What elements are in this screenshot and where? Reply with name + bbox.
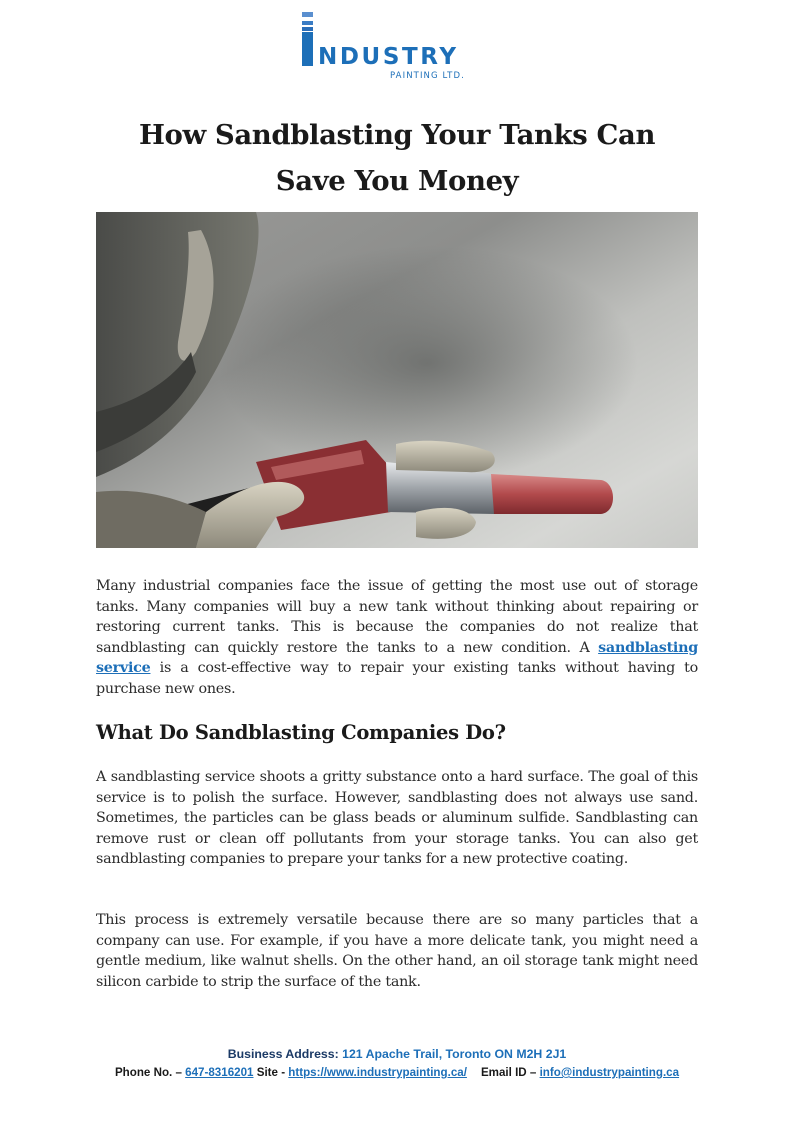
- address-value: 121 Apache Trail, Toronto ON M2H 2J1: [342, 1047, 567, 1061]
- phone-link[interactable]: 647-8316201: [185, 1066, 254, 1079]
- intro-text-end: is a cost-effective way to repair your existing tanks without having to purchase new ones.: [96, 660, 698, 697]
- phone-label: Phone No. –: [114, 1066, 186, 1079]
- email-label: Email ID –: [480, 1066, 540, 1079]
- intro-paragraph: [96, 576, 698, 699]
- logo-wordmark: NDUSTRY: [318, 44, 459, 70]
- site-label: Site -: [253, 1066, 289, 1079]
- company-logo: [296, 12, 496, 86]
- intro-text-start: Many industrial companies face the issue of getting the most use out of storage tanks. Many companies will buy a new tank without thinking about repairing or restoring current tanks. This is because the companies do not realize that sandblasting can quickly restore the tanks to a new condition. A: [96, 578, 698, 656]
- footer-contact-line: [0, 1064, 794, 1082]
- footer-address-line: [0, 1044, 794, 1064]
- section-heading: What Do Sandblasting Companies Do?: [96, 721, 506, 744]
- website-link[interactable]: https://www.industrypainting.ca/: [288, 1066, 467, 1079]
- logo-subtitle: PAINTING LTD.: [390, 71, 465, 81]
- title-line-2: Save You Money: [275, 165, 519, 197]
- page-footer: [0, 1044, 794, 1082]
- page-title: [96, 112, 698, 204]
- sandblasting-service-link[interactable]: sandblasting service: [96, 639, 698, 676]
- section-paragraph-2: This process is extremely versatile because there are so many particles that a company can use. For example, if you have a more delicate tank, you might need a gentle medium, like walnut shells. On the other hand, an oil storage tank might need silicon carbide to strip the surface of the tank.: [96, 912, 698, 990]
- title-line-1: How Sandblasting Your Tanks Can: [138, 119, 656, 151]
- email-link[interactable]: info@industrypainting.ca: [539, 1066, 680, 1079]
- section-paragraph-1: A sandblasting service shoots a gritty substance onto a hard surface. The goal of this service is to polish the surface. However, sandblasting does not always use sand. Sometimes, the particles can be glass beads or aluminum sulfide. Sandblasting can remove rust or clean off pollutants from your storage tanks. You can also get sandblasting companies to prepare your tanks for a new protective coating.: [96, 769, 698, 867]
- sandblasting-photo: [96, 212, 698, 548]
- address-label: Business Address:: [227, 1047, 339, 1061]
